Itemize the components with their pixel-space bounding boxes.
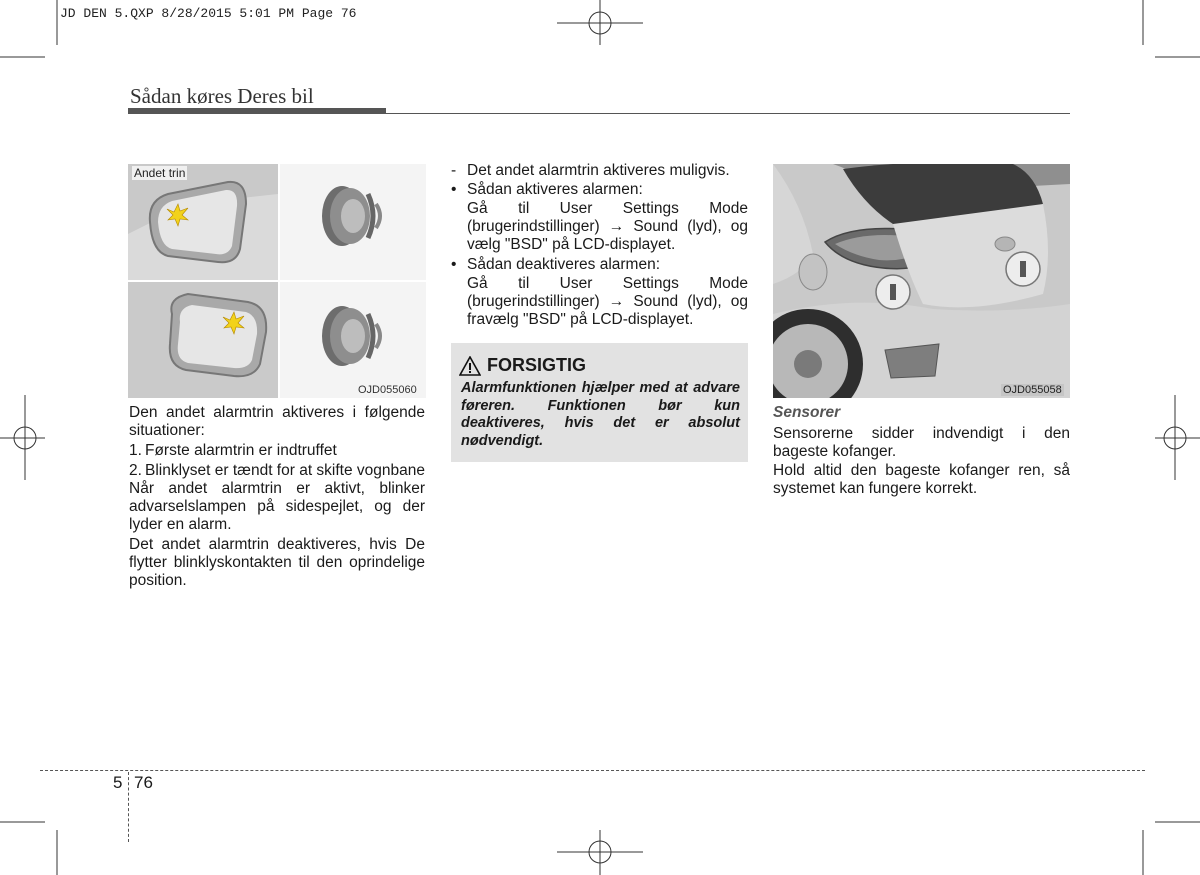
car-rear-illustration <box>773 164 1070 398</box>
caution-title: FORSIGTIG <box>487 355 586 375</box>
list-marker: 1. <box>129 442 142 459</box>
paragraph: Når andet alarmtrin er aktivt, blinker advarselslampen på sidespejlet, og der lyder en alarm. <box>129 480 425 533</box>
footer-divider <box>128 772 129 842</box>
list-item <box>129 462 425 480</box>
left-column <box>129 404 425 590</box>
bullet-item-text: Sådan deaktiveres alarmen: <box>467 256 661 273</box>
chapter-number: 5 <box>113 773 123 792</box>
list-item <box>129 442 425 460</box>
paragraph: Hold altid den bageste kofanger ren, så systemet kan fungere korrekt. <box>773 462 1070 497</box>
section-title: Sådan køres Deres bil <box>130 84 314 108</box>
subsection-heading: Sensorer <box>773 404 841 421</box>
page-number <box>113 773 122 793</box>
caution-box <box>451 343 748 462</box>
mirror-speaker-illustration <box>128 164 426 398</box>
list-item-text: Første alarmtrin er indtruffet <box>145 442 337 459</box>
print-slug: JD DEN 5.QXP 8/28/2015 5:01 PM Page 76 <box>60 6 357 21</box>
paragraph: Det andet alarmtrin deaktiveres, hvis De flytter blinklyskontakten til den oprindelige position. <box>129 536 425 589</box>
header-rule-thick <box>128 108 386 114</box>
dash-item <box>451 162 748 180</box>
bullet-item <box>451 256 748 274</box>
bullet-detail: Gå til User Settings Mode (brugerindstillinger) → Sound (lyd), og fravælg "BSD" på LCD-displayet. <box>467 275 748 328</box>
bullet-marker: • <box>451 256 457 273</box>
header-rule-thin <box>386 113 1070 114</box>
figure-code: OJD055058 <box>1003 384 1062 396</box>
page-number-value: 76 <box>134 773 153 792</box>
bullet-marker: • <box>451 181 457 198</box>
bullet-item <box>451 181 748 199</box>
list-item-text: Blinklyset er tændt for at skifte vognbane <box>145 462 426 479</box>
caution-body: Alarmfunktionen hjælper med at advare føreren. Funktionen bør kun deaktiveres, hvis det er absolut nødvendigt. <box>461 380 740 449</box>
figure-rear-bumper-sensors <box>773 164 1070 398</box>
dash-item-text: Det andet alarmtrin aktiveres muligvis. <box>467 162 730 179</box>
intro-paragraph: Den andet alarmtrin aktiveres i følgende situationer: <box>129 404 425 439</box>
paragraph: Sensorerne sidder indvendigt i den bageste kofanger. <box>773 425 1070 460</box>
list-marker: 2. <box>129 462 142 479</box>
figure-label: Andet trin <box>134 166 186 180</box>
footer-rule <box>40 770 1145 771</box>
warning-triangle-icon <box>459 356 481 376</box>
dash-marker: - <box>451 162 457 179</box>
page-number <box>134 773 153 793</box>
figure-code: OJD055060 <box>358 384 417 396</box>
bullet-detail: Gå til User Settings Mode (brugerindstillinger) → Sound (lyd), og vælg "BSD" på LCD-displayet. <box>467 200 748 253</box>
right-column <box>773 404 1070 498</box>
bullet-item-text: Sådan aktiveres alarmen: <box>467 181 643 198</box>
middle-column <box>451 162 748 329</box>
figure-blind-spot-second-stage <box>128 164 426 398</box>
caution-header <box>459 355 586 376</box>
